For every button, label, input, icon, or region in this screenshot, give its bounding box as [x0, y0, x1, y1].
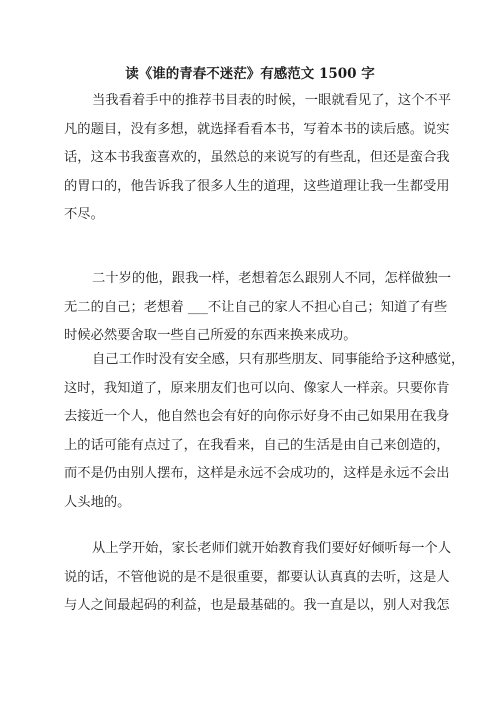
paragraph-1 — [64, 87, 451, 230]
text-line: 当我看着手中的推荐书目表的时候，一眼就看见了，这个不平 — [92, 93, 452, 108]
text-line: 无二的自己；老想着 ___不让自己的家人不担心自己；知道了有些 — [64, 299, 448, 315]
text-line: 时候必然要舍取一些自己所爱的东西来换来成功。 — [64, 328, 357, 343]
paragraph-3 — [64, 346, 464, 517]
text-line: 而不是仍由别人摆布，这样是永远不会成功的，这样是永远不会出 — [64, 466, 450, 481]
text-line: 凡的题目，没有多想，就选择看看本书，写着本书的读后感。说实 — [64, 121, 450, 137]
text-line: 不尽。 — [64, 207, 104, 222]
text-line: 自己工作时没有安全感，只有那些朋友、同事能给予这种感觉， — [92, 352, 465, 367]
text-line: 人头地的。 — [64, 494, 131, 510]
text-line: 的胃口的，他告诉我了很多人生的道理，这些道理让我一生都受用 — [64, 178, 450, 194]
text-line: 二十岁的他，跟我一样，老想着怎么跟别人不同，怎样做独一 — [92, 271, 452, 286]
paragraph-4 — [64, 535, 451, 621]
paragraph-2 — [64, 265, 451, 351]
document-title: 读《谁的青春不迷茫》有感范文 1500 字 — [125, 66, 375, 82]
text-line: 从上学开始，家长老师们就开始教育我们要好好倾听每一个人 — [92, 541, 452, 556]
text-line: 去接近一个人，他自然也会有好的向你示好身不由己如果用在我身 — [64, 409, 450, 424]
text-line: 与人之间最起码的利益，也是最基础的。我一直是以，别人对我怎 — [64, 598, 450, 613]
text-line: 说的话，不管他说的是不是很重要，都要认认真真的去听，这是人 — [64, 569, 450, 585]
text-line: 这时，我知道了，原来朋友们也可以向、像家人一样亲。只要你肯 — [64, 380, 450, 396]
text-line: 上的话可能有点过了，在我看来，自己的生活是由自己来创造的， — [64, 437, 450, 453]
text-line: 话，这本书我蛮喜欢的，虽然总的来说写的有些乱，但还是蛮合我 — [64, 150, 450, 165]
